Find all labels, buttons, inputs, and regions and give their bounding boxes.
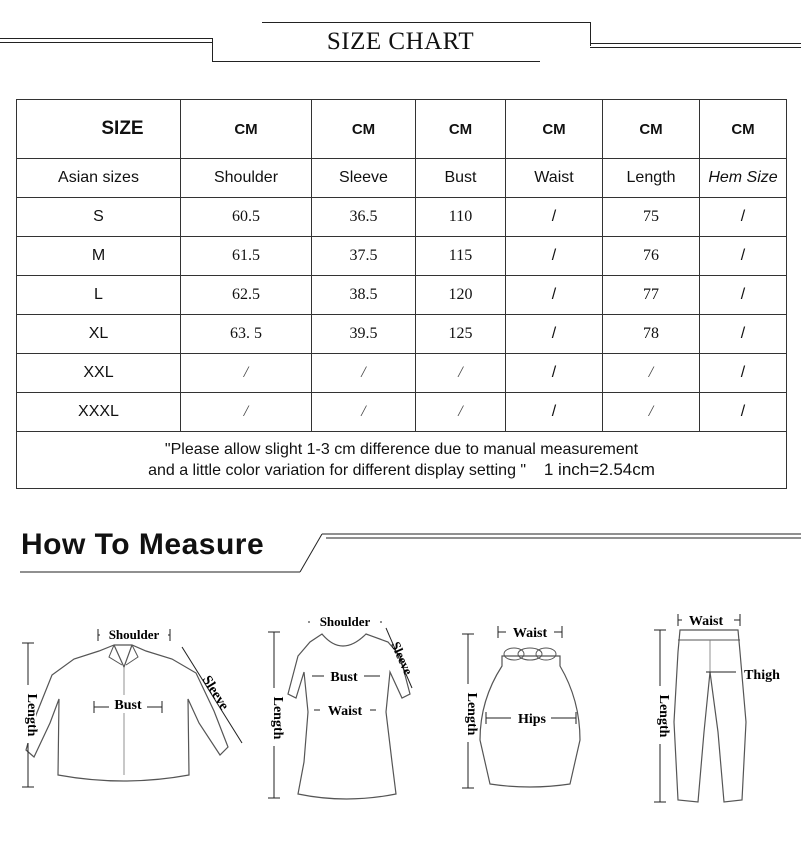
shoulder-cell: 62.5 — [181, 276, 312, 315]
size-header: SIZE — [17, 100, 181, 159]
unit-cell: CM — [506, 100, 603, 159]
pants-length-label: Length — [656, 694, 671, 738]
table-row — [17, 237, 787, 276]
shoulder-cell: 60.5 — [181, 198, 312, 237]
unit-cell: CM — [603, 100, 700, 159]
length-cell: 77 — [603, 276, 700, 315]
size-chart-table — [16, 99, 787, 489]
pants-waist-label: Waist — [688, 614, 724, 629]
size-cell: M — [17, 237, 181, 276]
shoulder-cell: / — [181, 393, 312, 432]
dress-shoulder-label: Shoulder — [319, 614, 371, 629]
column-header: Length — [603, 159, 700, 198]
skirt-hips-label: Hips — [517, 712, 547, 727]
length-cell: / — [603, 393, 700, 432]
unit-cell: CM — [416, 100, 506, 159]
length-cell: 76 — [603, 237, 700, 276]
waist-cell: / — [506, 198, 603, 237]
column-header: Shoulder — [181, 159, 312, 198]
column-header: Sleeve — [312, 159, 416, 198]
sleeve-cell: / — [312, 354, 416, 393]
sleeve-cell: 38.5 — [312, 276, 416, 315]
bust-cell: 110 — [416, 198, 506, 237]
waist-cell: / — [506, 393, 603, 432]
shirt-diagram — [14, 615, 254, 795]
skirt-diagram — [456, 620, 596, 800]
unit-cell: CM — [700, 100, 787, 159]
bust-cell: 120 — [416, 276, 506, 315]
column-header: Hem Size — [700, 159, 787, 198]
column-header: Waist — [506, 159, 603, 198]
sleeve-cell: 37.5 — [312, 237, 416, 276]
how-to-measure-title: How To Measure — [21, 528, 265, 561]
column-header: Bust — [416, 159, 506, 198]
column-header: Asian sizes — [17, 159, 181, 198]
bust-cell: / — [416, 393, 506, 432]
unit-cell: CM — [312, 100, 416, 159]
hem-cell: / — [700, 237, 787, 276]
table-row — [17, 393, 787, 432]
dress-bust-label: Bust — [330, 670, 358, 685]
dress-waist-label: Waist — [327, 704, 363, 719]
note-line-2: and a little color variation for different display setting " — [148, 461, 527, 479]
heading-decoration — [0, 528, 801, 576]
waist-cell: / — [506, 276, 603, 315]
hem-cell: / — [700, 393, 787, 432]
shirt-length-label: Length — [24, 693, 39, 737]
shoulder-cell: 61.5 — [181, 237, 312, 276]
size-cell: XXL — [17, 354, 181, 393]
waist-cell: / — [506, 315, 603, 354]
waist-cell: / — [506, 237, 603, 276]
size-cell: XXXL — [17, 393, 181, 432]
inch-conversion: 1 inch=2.54cm — [543, 459, 655, 479]
bust-cell: / — [416, 354, 506, 393]
table-row — [17, 276, 787, 315]
hem-cell: / — [700, 315, 787, 354]
shirt-sleeve-label: Sleeve — [198, 673, 232, 713]
table-row — [17, 198, 787, 237]
length-cell: / — [603, 354, 700, 393]
sleeve-cell: 39.5 — [312, 315, 416, 354]
dress-length-label: Length — [270, 696, 285, 740]
shirt-shoulder-label: Shoulder — [108, 627, 160, 642]
note-line-1: "Please allow slight 1-3 cm difference due to manual measurement — [164, 440, 639, 458]
size-cell: XL — [17, 315, 181, 354]
skirt-length-label: Length — [464, 692, 479, 736]
table-row — [17, 354, 787, 393]
page-title: SIZE CHART — [326, 28, 475, 55]
length-cell: 75 — [603, 198, 700, 237]
hem-cell: / — [700, 198, 787, 237]
pants-thigh-label: Thigh — [744, 668, 780, 683]
skirt-waist-label: Waist — [512, 626, 548, 641]
shoulder-cell: 63. 5 — [181, 315, 312, 354]
shoulder-cell: / — [181, 354, 312, 393]
length-cell: 78 — [603, 315, 700, 354]
hem-cell: / — [700, 354, 787, 393]
size-cell: L — [17, 276, 181, 315]
bust-cell: 115 — [416, 237, 506, 276]
sleeve-cell: / — [312, 393, 416, 432]
measurement-note — [17, 432, 787, 489]
pants-diagram — [648, 612, 798, 807]
size-cell: S — [17, 198, 181, 237]
hem-cell: / — [700, 276, 787, 315]
bust-cell: 125 — [416, 315, 506, 354]
dress-sleeve-label: Sleeve — [388, 639, 417, 678]
table-row — [17, 315, 787, 354]
dress-diagram — [262, 612, 422, 807]
sleeve-cell: 36.5 — [312, 198, 416, 237]
unit-cell: CM — [181, 100, 312, 159]
waist-cell: / — [506, 354, 603, 393]
shirt-bust-label: Bust — [114, 698, 142, 713]
